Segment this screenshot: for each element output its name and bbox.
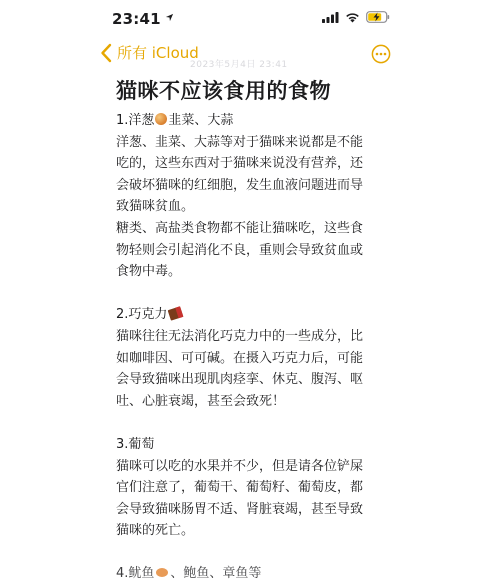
onion-emoji-icon: [155, 113, 167, 125]
heading-text: 4.鱿鱼: [116, 566, 155, 582]
paragraph-line: 食物中毒。: [116, 264, 182, 280]
note-date-header: 2023年5月4日 23:41: [190, 60, 288, 70]
heading-text: 1.洋葱: [116, 113, 155, 128]
status-icons: [322, 11, 390, 23]
note-title: 猫咪不应该食用的食物: [116, 79, 331, 103]
section-heading-fish: [116, 563, 392, 585]
back-button[interactable]: [100, 42, 199, 63]
status-time: 23:41: [112, 10, 161, 28]
fish-emoji-icon: [156, 568, 168, 577]
blank-line: [116, 283, 392, 305]
location-arrow-icon: [165, 13, 174, 22]
heading-text: 韭菜、大蒜: [168, 113, 234, 128]
paragraph-line: 猫咪往往无法消化巧克力中的一些成分，比: [116, 328, 364, 344]
note-body[interactable]: [116, 74, 392, 585]
paragraph-line: 官们注意了，葡萄干、葡萄籽、葡萄皮，都: [116, 480, 364, 496]
paragraph-line: 会破坏猫咪的红细胞，发生血液问题进而导: [116, 177, 364, 193]
paragraph-line: 吐、心脏衰竭，甚至会致死！: [116, 393, 286, 409]
chevron-left-icon: [100, 43, 112, 63]
paragraph-line: 会导致猫咪肠胃不适、肾脏衰竭，甚至导致: [116, 501, 364, 517]
wifi-icon: [345, 12, 360, 23]
battery-charging-icon: [366, 11, 390, 23]
paragraph-line: 吃的，这些东西对于猫咪来说没有营养，还: [116, 156, 364, 172]
paragraph-line: 会导致猫咪出现肌肉痉挛、休克、腹泻、呕: [116, 372, 364, 388]
cellular-signal-icon: [322, 12, 339, 23]
ellipsis-circle-icon[interactable]: [371, 44, 391, 64]
chocolate-emoji-icon: [168, 307, 184, 321]
back-label: 所有 iCloud: [117, 44, 199, 62]
heading-text: 2.巧克力: [116, 307, 168, 323]
section-heading-chocolate: [116, 304, 392, 326]
paragraph-line: 糖类、高盐类食物都不能让猫咪吃，这些食: [116, 220, 364, 236]
paragraph-line: 致猫咪贫血。: [116, 199, 195, 215]
status-bar: [0, 0, 500, 36]
section-heading-grape: 3.葡萄: [116, 436, 155, 452]
paragraph-line: 猫咪可以吃的水果并不少，但是请各位铲屎: [116, 458, 364, 474]
blank-line: [116, 412, 392, 434]
heading-text: 、鲍鱼、章鱼等: [170, 566, 262, 582]
blank-line: [116, 542, 392, 564]
paragraph-line: 洋葱、韭菜、大蒜等对于猫咪来说都是不能: [116, 134, 364, 150]
paragraph-line: 如咖啡因、可可碱。在摄入巧克力后，可能: [116, 350, 364, 366]
section-heading-onion: [116, 110, 392, 132]
paragraph-line: 物轻则会引起消化不良，重则会导致贫血或: [116, 242, 364, 258]
paragraph-line: 猫咪的死亡。: [116, 523, 195, 539]
